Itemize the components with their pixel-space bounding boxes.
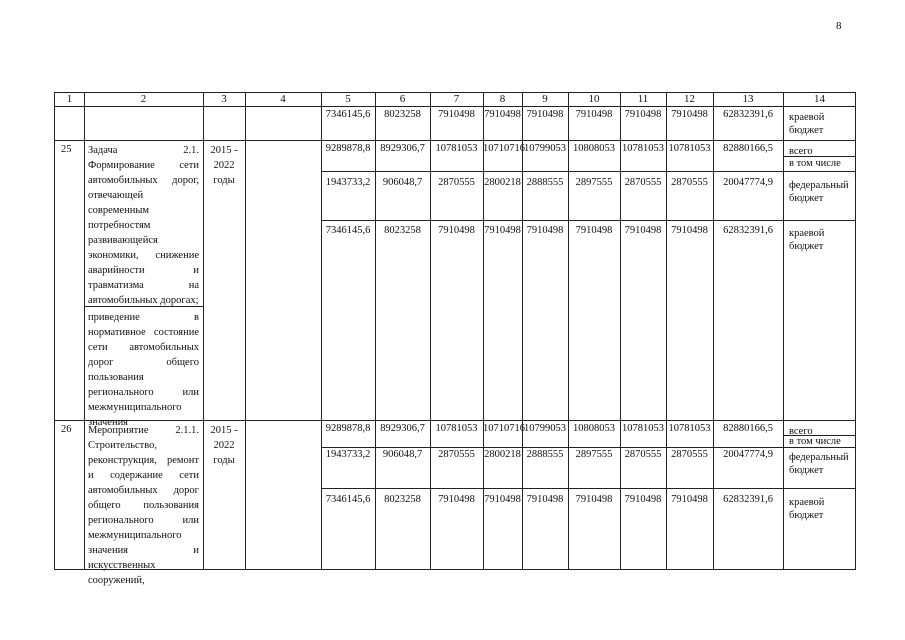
funding-source: всего (789, 426, 813, 437)
value-cell: 62832391,6 (723, 109, 773, 120)
period: 2015 - 2022 годы (210, 145, 238, 186)
column-header: 7 (453, 93, 460, 105)
row-divider (55, 140, 855, 141)
period: 2015 - 2022 годы (210, 425, 238, 466)
column-header: 2 (140, 93, 147, 105)
value-cell: 2870555 (671, 449, 708, 460)
column-header: 13 (742, 93, 754, 105)
value-cell: 1943733,2 (325, 449, 371, 460)
column-header: 10 (588, 93, 600, 105)
column-header: 3 (221, 93, 227, 105)
task-description: Мероприятие 2.1.1. Строительство, реконструкция, ремонт и содержание сети автомобильных дорог общего пользования регионального или межмуниципального значения и искусственных сооружений, (88, 425, 199, 586)
value-cell: 62832391,6 (723, 225, 773, 236)
value-cell: 7910498 (671, 494, 708, 505)
value-cell: 10781053 (622, 143, 664, 154)
value-cell: 10808053 (573, 143, 615, 154)
group-divider (321, 488, 856, 489)
value-cell: 2870555 (438, 177, 475, 188)
row-number: 25 (61, 144, 72, 155)
value-cell: 2897555 (575, 177, 613, 188)
value-cell: 10710716 (483, 143, 525, 154)
value-cell: 7910498 (438, 225, 475, 236)
row-number: 26 (61, 424, 72, 435)
column-header: 9 (542, 93, 548, 105)
value-cell: 906048,7 (382, 449, 423, 460)
value-cell: 2897555 (575, 449, 613, 460)
value-cell: 2888555 (526, 177, 564, 188)
column-header: 14 (814, 93, 825, 105)
column-divider (783, 93, 784, 569)
value-cell: 7910498 (575, 494, 613, 505)
value-cell: 10781053 (435, 423, 478, 434)
value-cell: 8023258 (384, 494, 421, 505)
value-cell: 7346145,6 (325, 109, 371, 120)
value-cell: 8023258 (384, 225, 421, 236)
value-cell: 7346145,6 (325, 225, 371, 236)
value-cell: 7910498 (624, 109, 662, 120)
value-cell: 7910498 (438, 494, 475, 505)
value-cell: 62832391,6 (723, 494, 773, 505)
funding-source: федеральный бюджет (789, 180, 849, 204)
value-cell: 7910498 (624, 225, 662, 236)
header-divider (55, 106, 855, 107)
value-cell: 2870555 (624, 177, 662, 188)
task-description: Задача 2.1. Формирование сети автомобильных дорог, отвечающей современным потребностям развивающейся экономики, снижение аварийности и травматизма на автомобильных дорогах; (88, 145, 199, 306)
value-cell: 7910498 (484, 109, 521, 120)
column-header: 6 (399, 93, 406, 105)
value-cell: 7910498 (526, 109, 564, 120)
value-cell: 2870555 (624, 449, 662, 460)
value-cell: 9289878,8 (325, 143, 371, 154)
text-divider (84, 306, 203, 307)
column-header: 12 (684, 93, 695, 105)
value-cell: 10710716 (483, 423, 525, 434)
funding-source: краевой бюджет (789, 228, 825, 252)
value-cell: 7910498 (671, 225, 708, 236)
column-header: 8 (499, 93, 506, 105)
value-cell: 2870555 (671, 177, 708, 188)
value-cell: 7910498 (671, 109, 708, 120)
group-divider (321, 220, 856, 221)
value-cell: 10781053 (668, 423, 711, 434)
group-divider (321, 447, 856, 448)
value-cell: 1943733,2 (325, 177, 371, 188)
funding-subheading: в том числе (789, 158, 841, 169)
task-description-continued: приведение в нормативное состояние сети автомобильных дорог общего пользования регионального или межмуниципального значения (88, 312, 199, 428)
value-cell: 7910498 (484, 494, 521, 505)
value-cell: 10808053 (573, 423, 615, 434)
column-header: 1 (66, 93, 73, 105)
funding-source: федеральный бюджет (789, 452, 849, 476)
value-cell: 2888555 (526, 449, 564, 460)
column-divider (84, 93, 85, 569)
value-cell: 10799053 (524, 423, 566, 434)
value-cell: 906048,7 (382, 177, 423, 188)
value-cell: 82880166,5 (723, 423, 773, 434)
value-cell: 10799053 (524, 143, 566, 154)
source-divider (783, 156, 856, 157)
group-divider (321, 171, 856, 172)
column-header: 4 (280, 93, 286, 105)
funding-source: краевой бюджет (789, 112, 825, 136)
value-cell: 10781053 (668, 143, 711, 154)
funding-source: всего (789, 146, 813, 157)
value-cell: 20047774,9 (723, 449, 773, 460)
value-cell: 10781053 (435, 143, 478, 154)
value-cell: 7910498 (575, 109, 613, 120)
value-cell: 2800218 (484, 449, 521, 460)
value-cell: 20047774,9 (723, 177, 773, 188)
value-cell: 8023258 (384, 109, 421, 120)
value-cell: 9289878,8 (325, 423, 371, 434)
value-cell: 7910498 (484, 225, 521, 236)
value-cell: 2870555 (438, 449, 475, 460)
value-cell: 7910498 (526, 494, 564, 505)
value-cell: 7910498 (624, 494, 662, 505)
source-divider (783, 435, 856, 436)
page-number: 8 (836, 20, 842, 32)
value-cell: 10781053 (622, 423, 664, 434)
value-cell: 82880166,5 (723, 143, 773, 154)
column-divider (245, 93, 246, 569)
column-header: 5 (345, 93, 351, 105)
value-cell: 8929306,7 (380, 143, 425, 154)
column-divider (203, 93, 204, 569)
funding-source: краевой бюджет (789, 497, 825, 521)
value-cell: 2800218 (484, 177, 521, 188)
budget-table (54, 92, 856, 586)
value-cell: 7910498 (438, 109, 475, 120)
column-header: 11 (637, 93, 649, 105)
value-cell: 7346145,6 (325, 494, 371, 505)
value-cell: 7910498 (575, 225, 613, 236)
value-cell: 7910498 (526, 225, 564, 236)
value-cell: 8929306,7 (380, 423, 425, 434)
funding-subheading: в том числе (789, 436, 841, 447)
